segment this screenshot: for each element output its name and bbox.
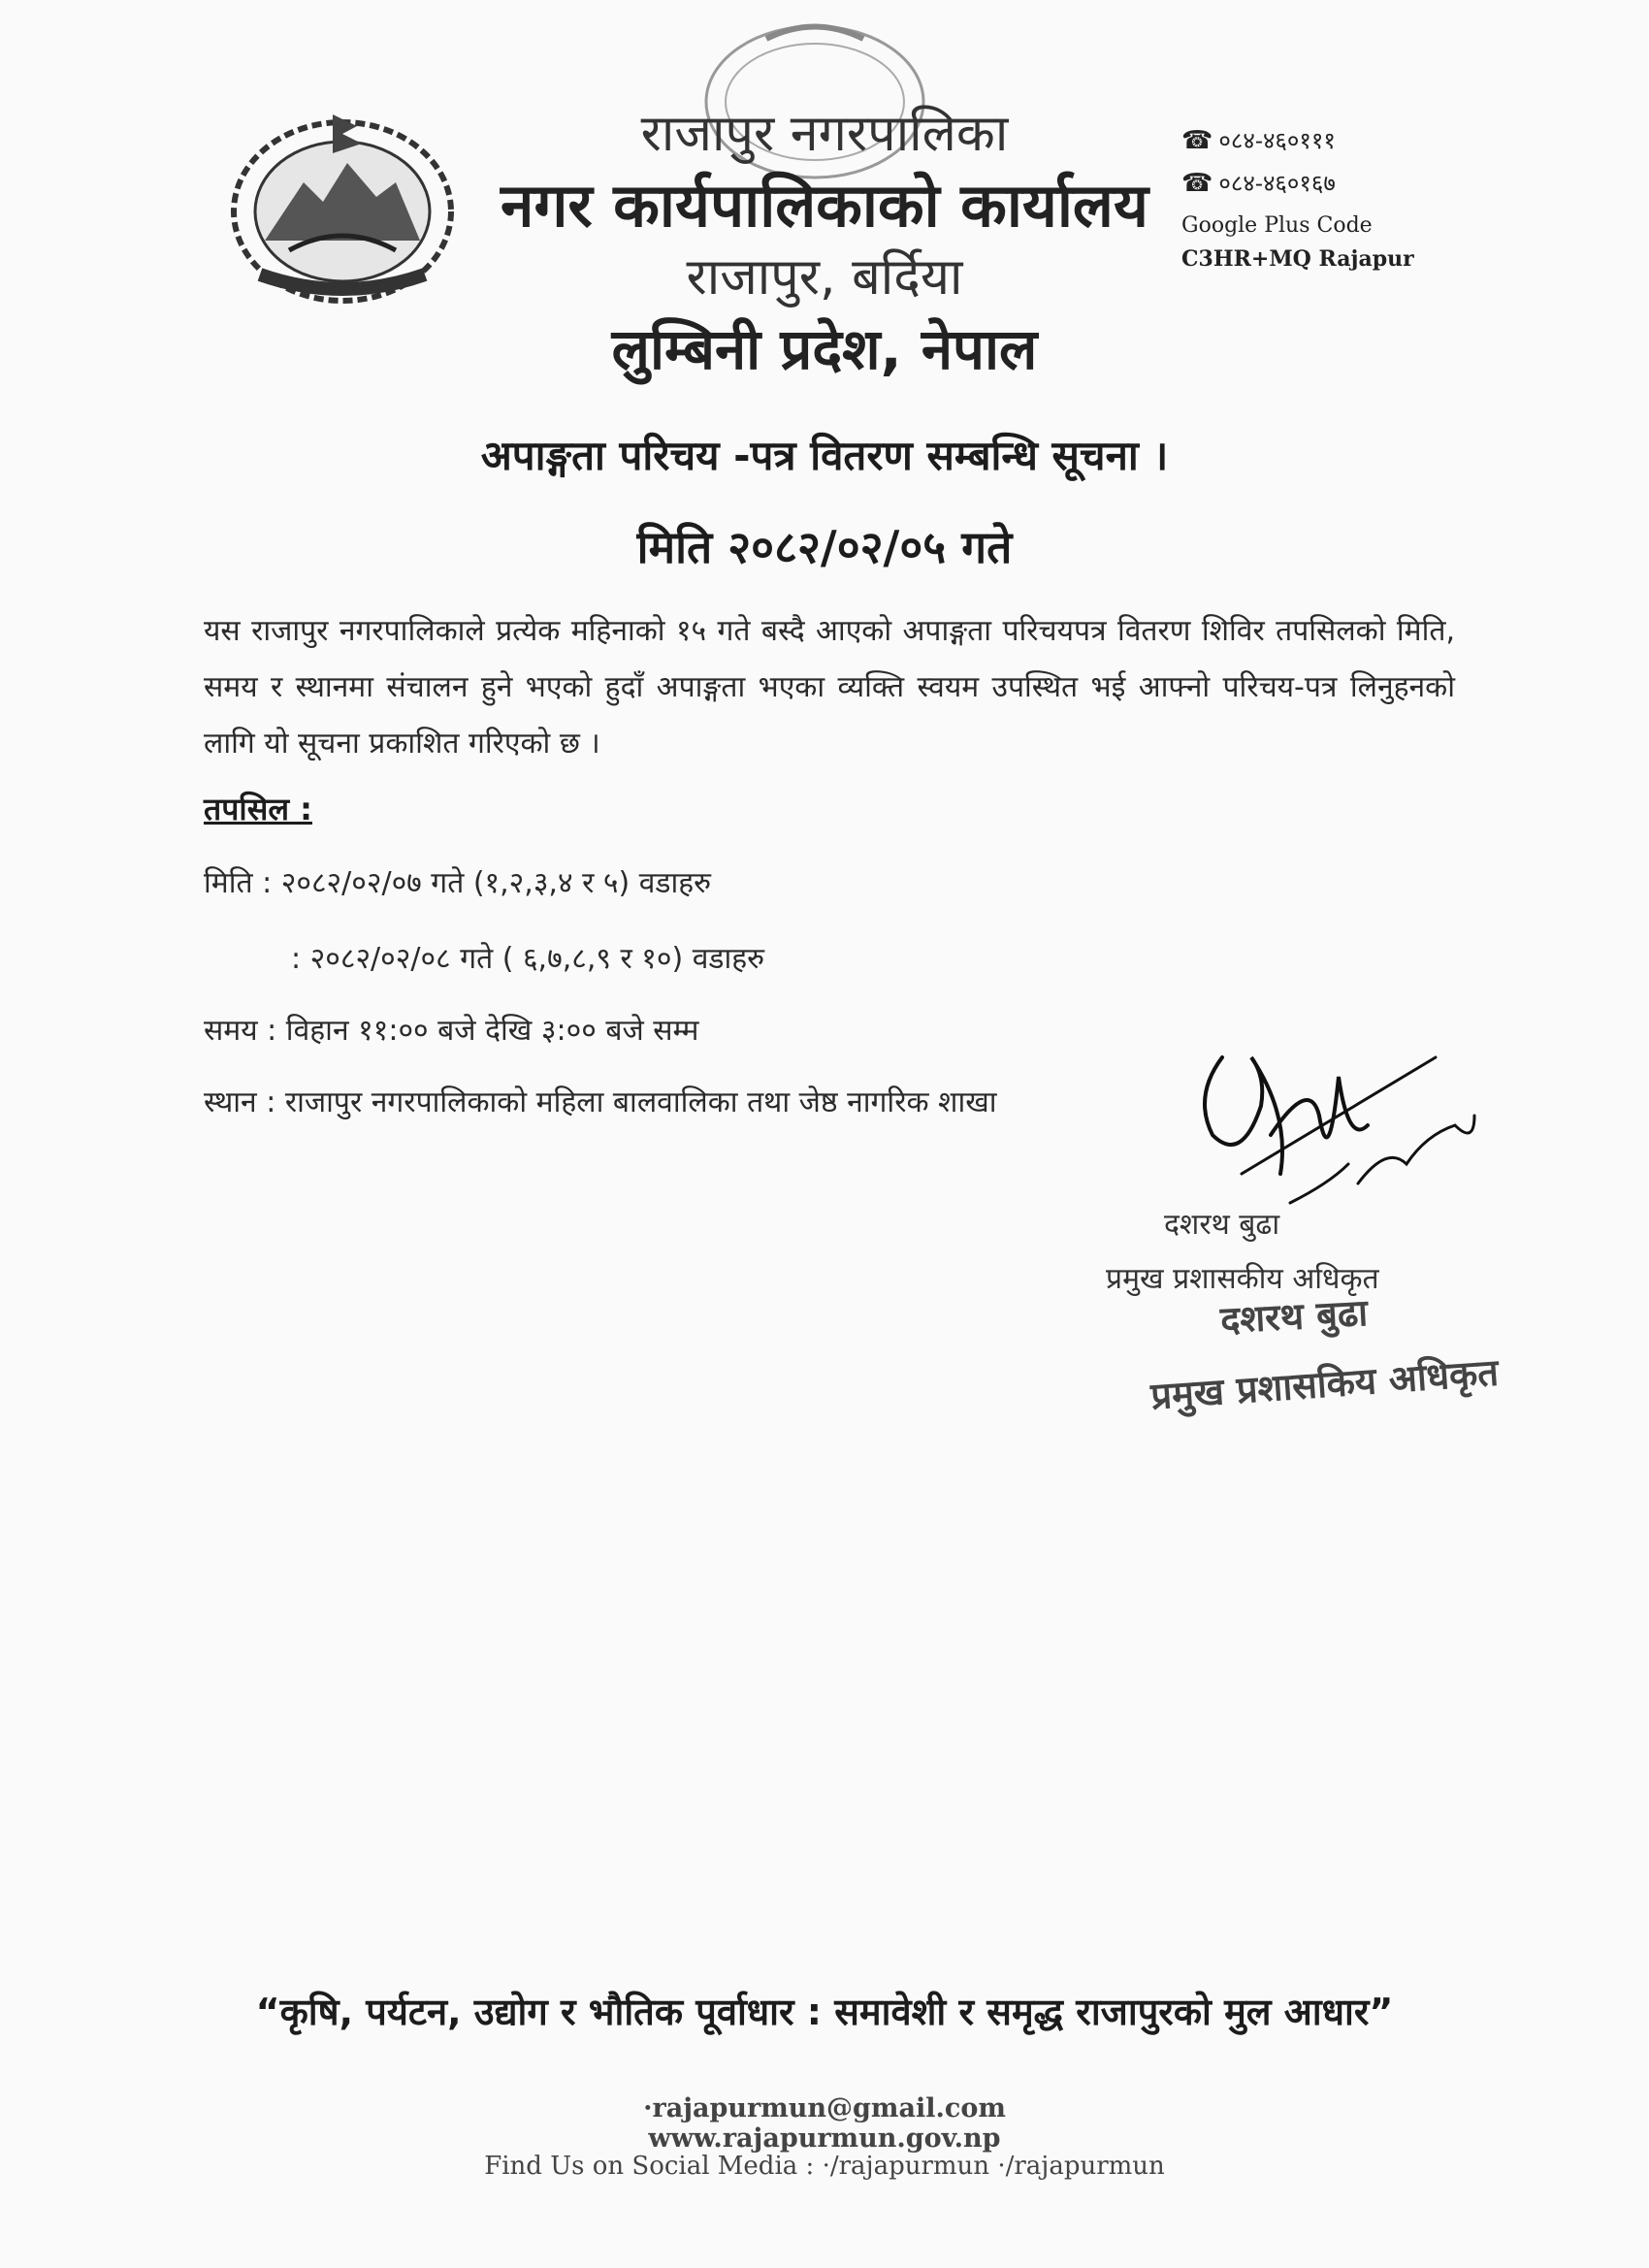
office-location: राजापुर, बर्दिया: [686, 248, 963, 307]
notice-date: मिति २०८२/०२/०५ गते: [636, 521, 1013, 573]
phone-2: [1181, 167, 1434, 199]
plus-code-value: C3HR+MQ Rajapur: [1181, 246, 1414, 272]
email-link[interactable]: ·rajapurmun@gmail.com: [643, 2093, 1006, 2123]
province-name: लुम्बिनी प्रदेश, नेपाल: [611, 316, 1038, 382]
telephone-icon: ☎: [1181, 169, 1213, 198]
stamp-signatory-name: दशरथ बुढा: [1219, 1291, 1370, 1342]
detail-date-1: मिति : २०८२/०२/०७ गते (१,२,३,४ र ५) वडाहरु: [204, 866, 712, 900]
notice-title: अपाङ्गता परिचय -पत्र वितरण सम्बन्धि सूचना ।: [480, 432, 1169, 479]
footer-contacts: [446, 2093, 1203, 2154]
plus-code-label: Google Plus Code: [1181, 213, 1373, 238]
municipality-slogan: “कृषि, पर्यटन, उद्योग र भौतिक पूर्वाधार : समावेशी र समृद्ध राजापुरको मुल आधार”: [255, 1991, 1394, 2033]
detail-time: समय : विहान ११:०० बजे देखि ३:०० बजे सम्म: [204, 1014, 699, 1048]
nepal-emblem-logo: [221, 105, 464, 308]
details-heading: तपसिल :: [204, 791, 312, 827]
social-label: Find Us on Social Media :: [484, 2152, 815, 2181]
social-handle-1[interactable]: ·/rajapurmun: [822, 2152, 990, 2181]
signatory-title: प्रमुख प्रशासकीय अधिकृत: [1106, 1262, 1379, 1296]
social-handle-2[interactable]: ·/rajapurmun: [997, 2152, 1165, 2181]
office-name: नगर कार्यपालिकाको कार्यालय: [501, 170, 1148, 241]
detail-place: स्थान : राजापुर नगरपालिकाको महिला बालवालिका तथा जेष्ठ नागरिक शाखा: [204, 1085, 997, 1119]
phone-2-value: ०८४-४६०१६७: [1218, 170, 1336, 197]
telephone-icon: ☎: [1181, 126, 1213, 155]
signatory-name: दशरथ बुढा: [1164, 1208, 1280, 1242]
municipality-name: राजापुर नगरपालिका: [640, 105, 1009, 163]
phone-1: [1181, 124, 1434, 156]
website-link[interactable]: www.rajapurmun.gov.np: [648, 2123, 1001, 2154]
stamp-signatory-title: प्रमुख प्रशासकिय अधिकृत: [1148, 1350, 1501, 1418]
notice-body: यस राजापुर नगरपालिकाले प्रत्येक महिनाको १५ गते बस्दै आएको अपाङ्गता परिचयपत्र वितरण शिविर तपसिलको मिति, समय र स्थानमा संचालन हुने भएको हुदाँ अपाङ्गता भएका व्यक्ति स्वयम उपस्थित भई आफ्नो परिचय-पत्र लिनुहनको लागि यो सूचना प्रकाशित गरिएको छ ।: [204, 614, 1455, 761]
phone-1-value: ०८४-४६०१११: [1218, 127, 1336, 154]
handwritten-signature: [1183, 1019, 1494, 1232]
social-media-line: [388, 2152, 1261, 2181]
detail-date-2: : २०८२/०२/०८ गते ( ६,७,८,९ र १०) वडाहरु: [291, 942, 765, 976]
